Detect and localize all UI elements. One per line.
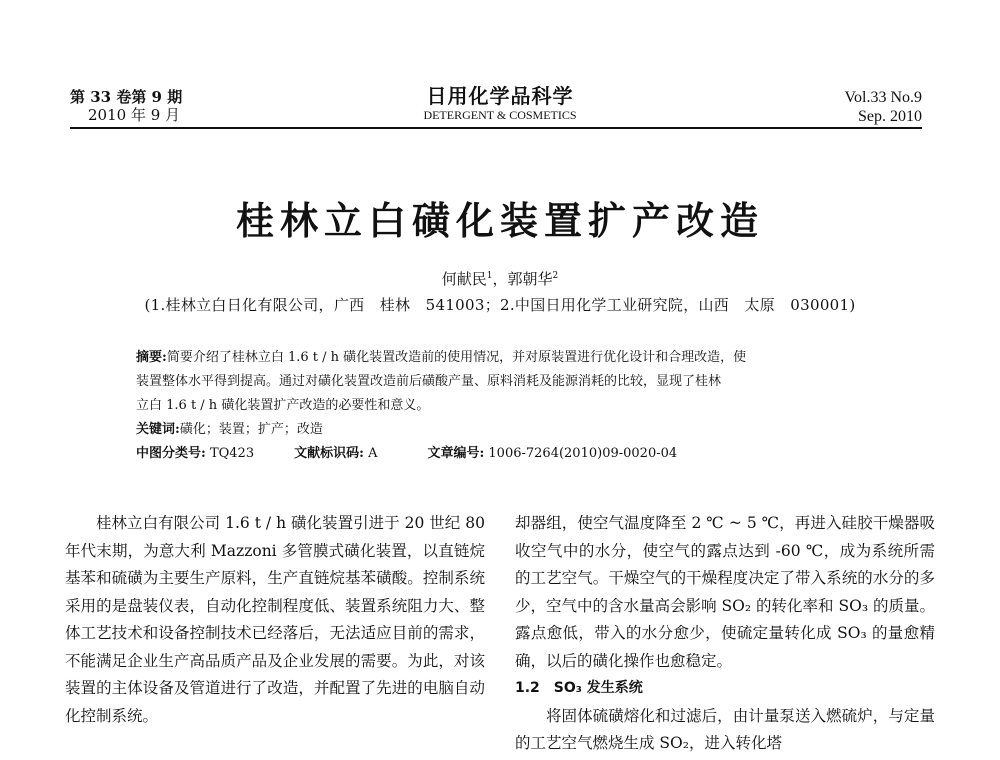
doc-code-value: A — [368, 446, 378, 461]
author-1-affil: 1 — [486, 271, 493, 281]
section-heading: 1.2 SO₃ 发生系统 — [515, 680, 643, 696]
issue-info — [70, 88, 182, 124]
keywords-text: 磺化；装置；扩产；改造 — [179, 422, 323, 437]
journal-name — [400, 84, 600, 122]
journal-en: DETERGENT & COSMETICS — [423, 108, 577, 122]
doc-code-label: 文献标识码: — [294, 446, 364, 461]
date-cn: 2010 年 9 月 — [88, 106, 181, 124]
body-right-column — [515, 510, 935, 758]
authors — [0, 268, 1000, 289]
author-1: 何献民 — [441, 270, 487, 288]
vol-en: Vol.33 No.9 — [844, 89, 922, 106]
header-rule — [70, 127, 922, 129]
body-paragraph: 桂林立白有限公司 1.6 t / h 磺化装置引进于 20 世纪 80 年代末期，为意大利 Mazzoni 多管膜式磺化装置，以直链烷基苯和硫磺为主要生产原料，生产直链烷基苯磺酸。控制系统采用的是盘装仪表，自动化控制程度低、装置系统阻力大、整体工艺技术和设备控制技术已经落后，无法适应目前的需求，不能满足企业生产高品质产品及企业发展的需要。为此，对该装置的主体设备及管道进行了改造，并配置了先进的电脑自动化控制系统。 — [65, 514, 485, 725]
body-paragraph: 却器组，使空气温度降至 2 ℃ ~ 5 ℃，再进入硅胶干燥器吸收空气中的水分，使空气的露点达到 -60 ℃，成为系统所需的工艺空气。干燥空气的干燥程度决定了带入系统的水分的多少，空气中的含水量高会影响 SO₂ 的转化率和 SO₃ 的质量。露点愈低，带入的水分愈少，使硫定量转化成 SO₃ 的量愈精确，以后的磺化操作也愈稳定。 — [515, 514, 935, 670]
date-en: Sep. 2010 — [858, 108, 922, 125]
keywords-row — [136, 418, 871, 442]
article-no-label: 文章编号: — [427, 446, 485, 461]
paper-title: 桂林立白磺化装置扩产改造 — [235, 199, 764, 243]
abstract-line-3: 立白 1.6 t / h 磺化装置扩产改造的必要性和意义。 — [136, 398, 430, 413]
abstract-line-2: 装置整体水平得到提高。通过对磺化装置改造前后磺酸产量、原料消耗及能源消耗的比较，显现了桂林 — [136, 374, 722, 389]
clc-label: 中图分类号: — [136, 446, 206, 461]
author-2-affil: 2 — [552, 271, 559, 281]
author-2: 郭朝华 — [507, 270, 553, 288]
article-no-value: 1006-7264(2010)09-0020-04 — [488, 446, 678, 461]
keywords-label: 关键词: — [136, 422, 180, 437]
affiliations: (1.桂林立白日化有限公司，广西 桂林 541003；2.中国日用化学工业研究院，山西 太原 030001) — [144, 296, 856, 314]
abstract-text: 简要介绍了桂林立白 1.6 t / h 磺化装置改造前的使用情况，并对原装置进行优化设计和合理改造，使 — [166, 350, 747, 365]
classification-row — [136, 442, 871, 466]
journal-cn: 日用化学品科学 — [426, 84, 574, 108]
abstract-line-1 — [136, 346, 871, 370]
issue-cn: 第 33 卷第 9 期 — [70, 88, 183, 106]
clc-value: TQ423 — [209, 446, 255, 461]
author-separator: ， — [492, 270, 508, 288]
volume-info — [845, 88, 923, 126]
body-left-column — [65, 510, 485, 730]
body-paragraph: 将固体硫磺熔化和过滤后，由计量泵送入燃硫炉，与定量的工艺空气燃烧生成 SO₂，进入转化塔 — [515, 706, 935, 752]
abstract-label: 摘要: — [136, 350, 167, 365]
abstract-block — [136, 346, 871, 466]
